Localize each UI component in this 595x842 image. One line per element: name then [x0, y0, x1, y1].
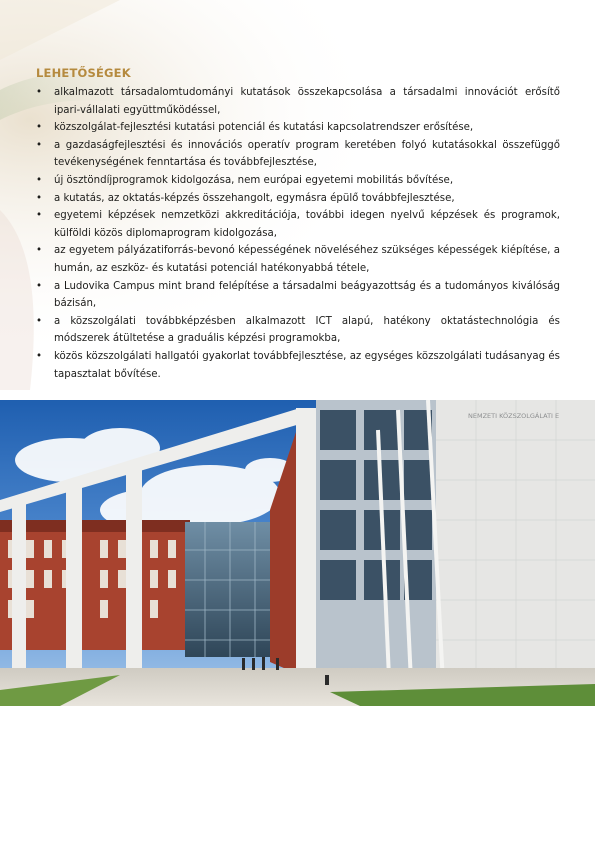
- bullet-icon: •: [36, 87, 43, 98]
- list-item-text: a gazdaságfejlesztési és innovációs operatív program keretében folyó kutatásokkal összefüggő tevékenységének fenntartása és továbbfejlesztése,: [54, 139, 560, 169]
- list-item: [36, 348, 560, 383]
- bullet-icon: •: [36, 315, 43, 327]
- list-item: [36, 172, 560, 190]
- red-building: [0, 520, 190, 650]
- list-item: [36, 137, 560, 172]
- list-item-text: a közszolgálati továbbképzésben alkalmazott ICT alapú, hatékony oktatástechnológia és módszerek átültetése a graduális képzési programokba,: [54, 315, 560, 345]
- list-item: [36, 190, 560, 208]
- list-item-text: új ösztöndíjprogramok kidolgozása, nem európai egyetemi mobilitás bővítése,: [54, 174, 454, 186]
- bullet-icon: •: [36, 350, 43, 362]
- glass-atrium: [185, 522, 275, 657]
- main-facade: [316, 400, 595, 690]
- bullet-icon: •: [36, 122, 43, 134]
- list-item: [36, 278, 560, 313]
- facade-sign: NEMZETI KÖZSZOLGÁLATI E: [468, 412, 560, 420]
- campus-photo-illustration: [0, 400, 595, 706]
- opportunities-section: [36, 66, 560, 383]
- list-item: [36, 84, 560, 119]
- bullet-icon: •: [36, 210, 43, 222]
- list-item: [36, 242, 560, 277]
- list-item: [36, 313, 560, 348]
- campus-building-photo: [0, 400, 595, 706]
- list-item-text: alkalmazott társadalomtudományi kutatások összekapcsolása a társadalmi innovációt erősítő ipari-vállalati együttműködéssel,: [54, 87, 560, 116]
- bullet-icon: •: [36, 280, 43, 292]
- opportunities-list: [36, 84, 560, 383]
- list-item-text: közös közszolgálati hallgatói gyakorlat továbbfejlesztése, az egységes közszolgálati tudásanyag és tapasztalat bővítése.: [54, 350, 560, 380]
- bullet-icon: •: [36, 192, 43, 204]
- section-heading: LEHETŐSÉGEK: [36, 66, 131, 80]
- bullet-icon: •: [36, 245, 43, 257]
- list-item-text: közszolgálat-fejlesztési kutatási potenciál és kutatási kapcsolatrendszer erősítése,: [54, 122, 474, 134]
- list-item: [36, 207, 560, 242]
- bullet-icon: •: [36, 139, 43, 151]
- list-item: [36, 119, 560, 137]
- list-item-text: egyetemi képzések nemzetközi akkreditációja, további idegen nyelvű képzések és programok, külföldi közös diplomaprogram kidolgozása,: [54, 210, 560, 239]
- list-item-text: az egyetem pályázatiforrás-bevonó képességének növeléséhez szükséges képességek kiépítése, a humán, az eszköz- és kutatási potenciál hatékonyabbá tétele,: [54, 245, 560, 274]
- bullet-icon: •: [36, 174, 43, 186]
- list-item-text: a Ludovika Campus mint brand felépítése a társadalmi beágyazottság és a tudományos kiválóság bázisán,: [54, 280, 560, 310]
- list-item-text: a kutatás, az oktatás-képzés összehangolt, egymásra épülő továbbfejlesztése,: [54, 192, 455, 204]
